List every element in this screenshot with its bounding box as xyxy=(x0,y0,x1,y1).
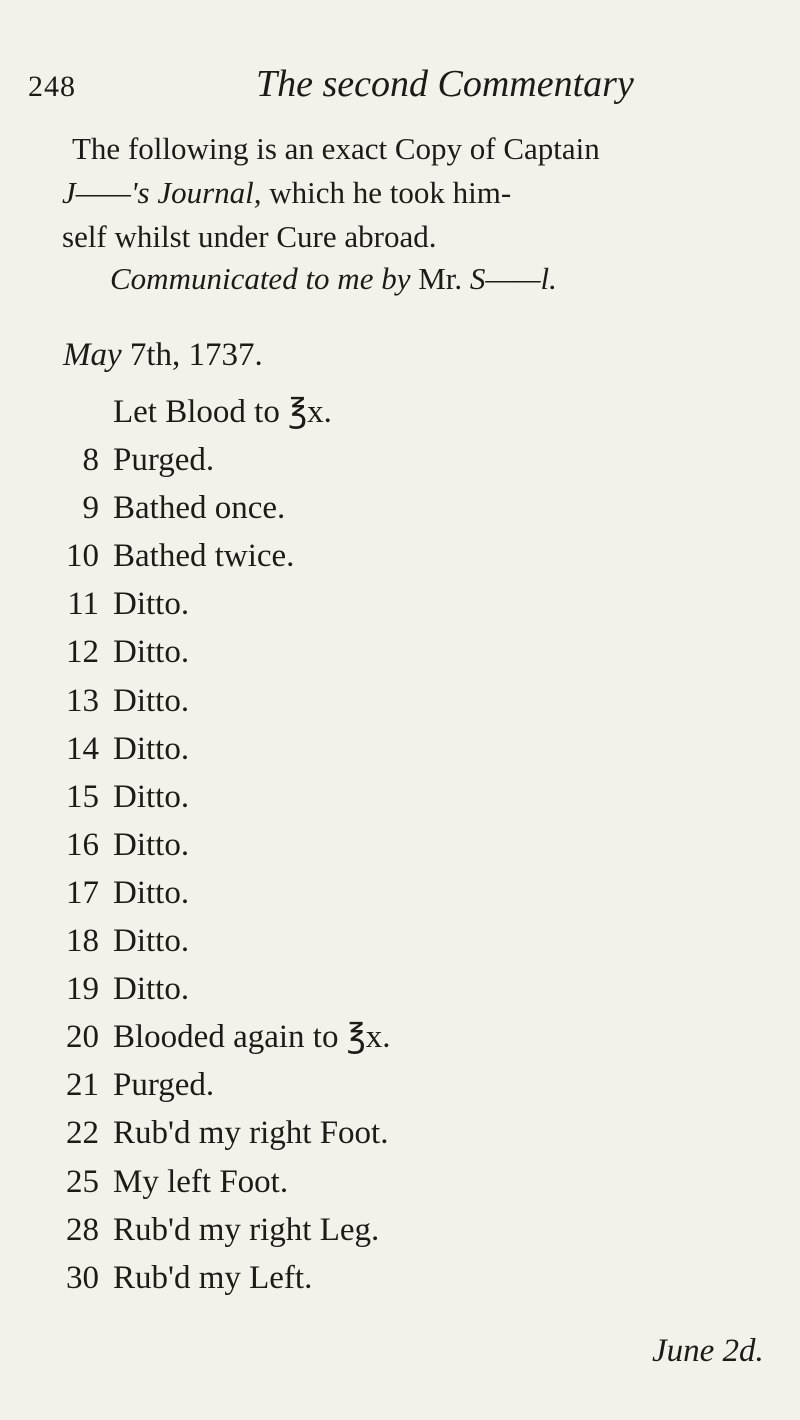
journal-entry xyxy=(55,1109,775,1157)
intro-line-1: The following is an exact Copy of Captain xyxy=(72,131,600,166)
entry-text: Rub'd my right Leg. xyxy=(113,1211,380,1248)
entry-text: Ditto. xyxy=(113,874,190,911)
entry-text: Ditto. xyxy=(113,971,190,1008)
journal-entry xyxy=(55,532,775,580)
entry-text: Blooded again to ℥x. xyxy=(113,1019,391,1056)
catchword: June 2d. xyxy=(652,1333,764,1369)
journal-entry xyxy=(55,965,775,1013)
journal-entry xyxy=(55,677,775,725)
journal-entry xyxy=(55,580,775,628)
entry-day: 17 xyxy=(66,874,99,911)
page-number: 248 xyxy=(28,70,76,103)
entry-day: 21 xyxy=(66,1067,99,1104)
entry-day: 13 xyxy=(66,682,99,719)
journal-entry xyxy=(55,1254,775,1302)
journal-entry xyxy=(55,628,775,676)
entry-text: Ditto. xyxy=(113,586,190,623)
entry-text: Ditto. xyxy=(113,730,190,767)
journal-entry xyxy=(55,869,775,917)
entry-day: 10 xyxy=(66,538,99,575)
journal-entry xyxy=(55,436,775,484)
journal-entry xyxy=(55,1061,775,1109)
entry-day: 19 xyxy=(66,971,99,1008)
entry-text: Ditto. xyxy=(113,923,190,960)
credit-name-start: Mr. xyxy=(418,261,470,296)
entry-day: 16 xyxy=(66,826,99,863)
journal-entry xyxy=(55,1206,775,1254)
entry-text: Ditto. xyxy=(113,682,190,719)
entry-day: 22 xyxy=(66,1115,99,1152)
journal-entry xyxy=(55,917,775,965)
entry-text: Purged. xyxy=(113,1067,215,1104)
entry-text: Rub'd my Left. xyxy=(113,1259,313,1296)
credit-name-initial: S——l. xyxy=(469,261,557,296)
entry-day: 9 xyxy=(82,490,99,527)
entry-day: 30 xyxy=(66,1259,99,1296)
journal-word: 's Journal, xyxy=(130,175,262,210)
intro-paragraph xyxy=(62,127,772,259)
entry-text: Ditto. xyxy=(113,634,190,671)
entry-day: 25 xyxy=(66,1163,99,1200)
intro-line-3: self whilst under Cure abroad. xyxy=(62,219,437,254)
entry-text: Let Blood to ℥x. xyxy=(113,394,332,430)
journal-date xyxy=(63,337,263,374)
journal-entry xyxy=(55,1013,775,1061)
entry-text: Bathed twice. xyxy=(113,538,295,575)
entry-day: 18 xyxy=(66,923,99,960)
journal-entry-first xyxy=(55,388,775,436)
entry-day: 14 xyxy=(66,730,99,767)
journal-month: May xyxy=(63,337,122,373)
entry-text: Rub'd my right Foot. xyxy=(113,1115,389,1152)
journal-entry xyxy=(55,773,775,821)
entry-day: 15 xyxy=(66,778,99,815)
credit-line xyxy=(110,261,557,297)
journal-entry xyxy=(55,1158,775,1206)
journal-entries xyxy=(55,388,775,1302)
entry-day: 12 xyxy=(66,634,99,671)
journal-entry xyxy=(55,821,775,869)
entry-day: 11 xyxy=(67,586,99,623)
captain-initial: J—— xyxy=(62,175,131,210)
entry-list xyxy=(55,436,775,1302)
entry-text: Ditto. xyxy=(113,778,190,815)
entry-text: Purged. xyxy=(113,442,215,479)
page-header xyxy=(28,62,768,122)
running-head: The second Commentary xyxy=(256,63,634,105)
credit-italic: Communicated to me by xyxy=(110,261,419,296)
journal-date-rest: 7th, 1737. xyxy=(121,337,263,373)
entry-text: Ditto. xyxy=(113,826,190,863)
entry-day: 8 xyxy=(82,442,99,479)
journal-entry xyxy=(55,725,775,773)
intro-line-2-rest: which he took him- xyxy=(261,175,512,210)
journal-entry xyxy=(55,484,775,532)
entry-day: 20 xyxy=(66,1019,99,1056)
intro-line-2 xyxy=(62,171,772,215)
entry-text: Bathed once. xyxy=(113,490,286,527)
entry-text: My left Foot. xyxy=(113,1163,289,1200)
entry-day: 28 xyxy=(66,1211,99,1248)
